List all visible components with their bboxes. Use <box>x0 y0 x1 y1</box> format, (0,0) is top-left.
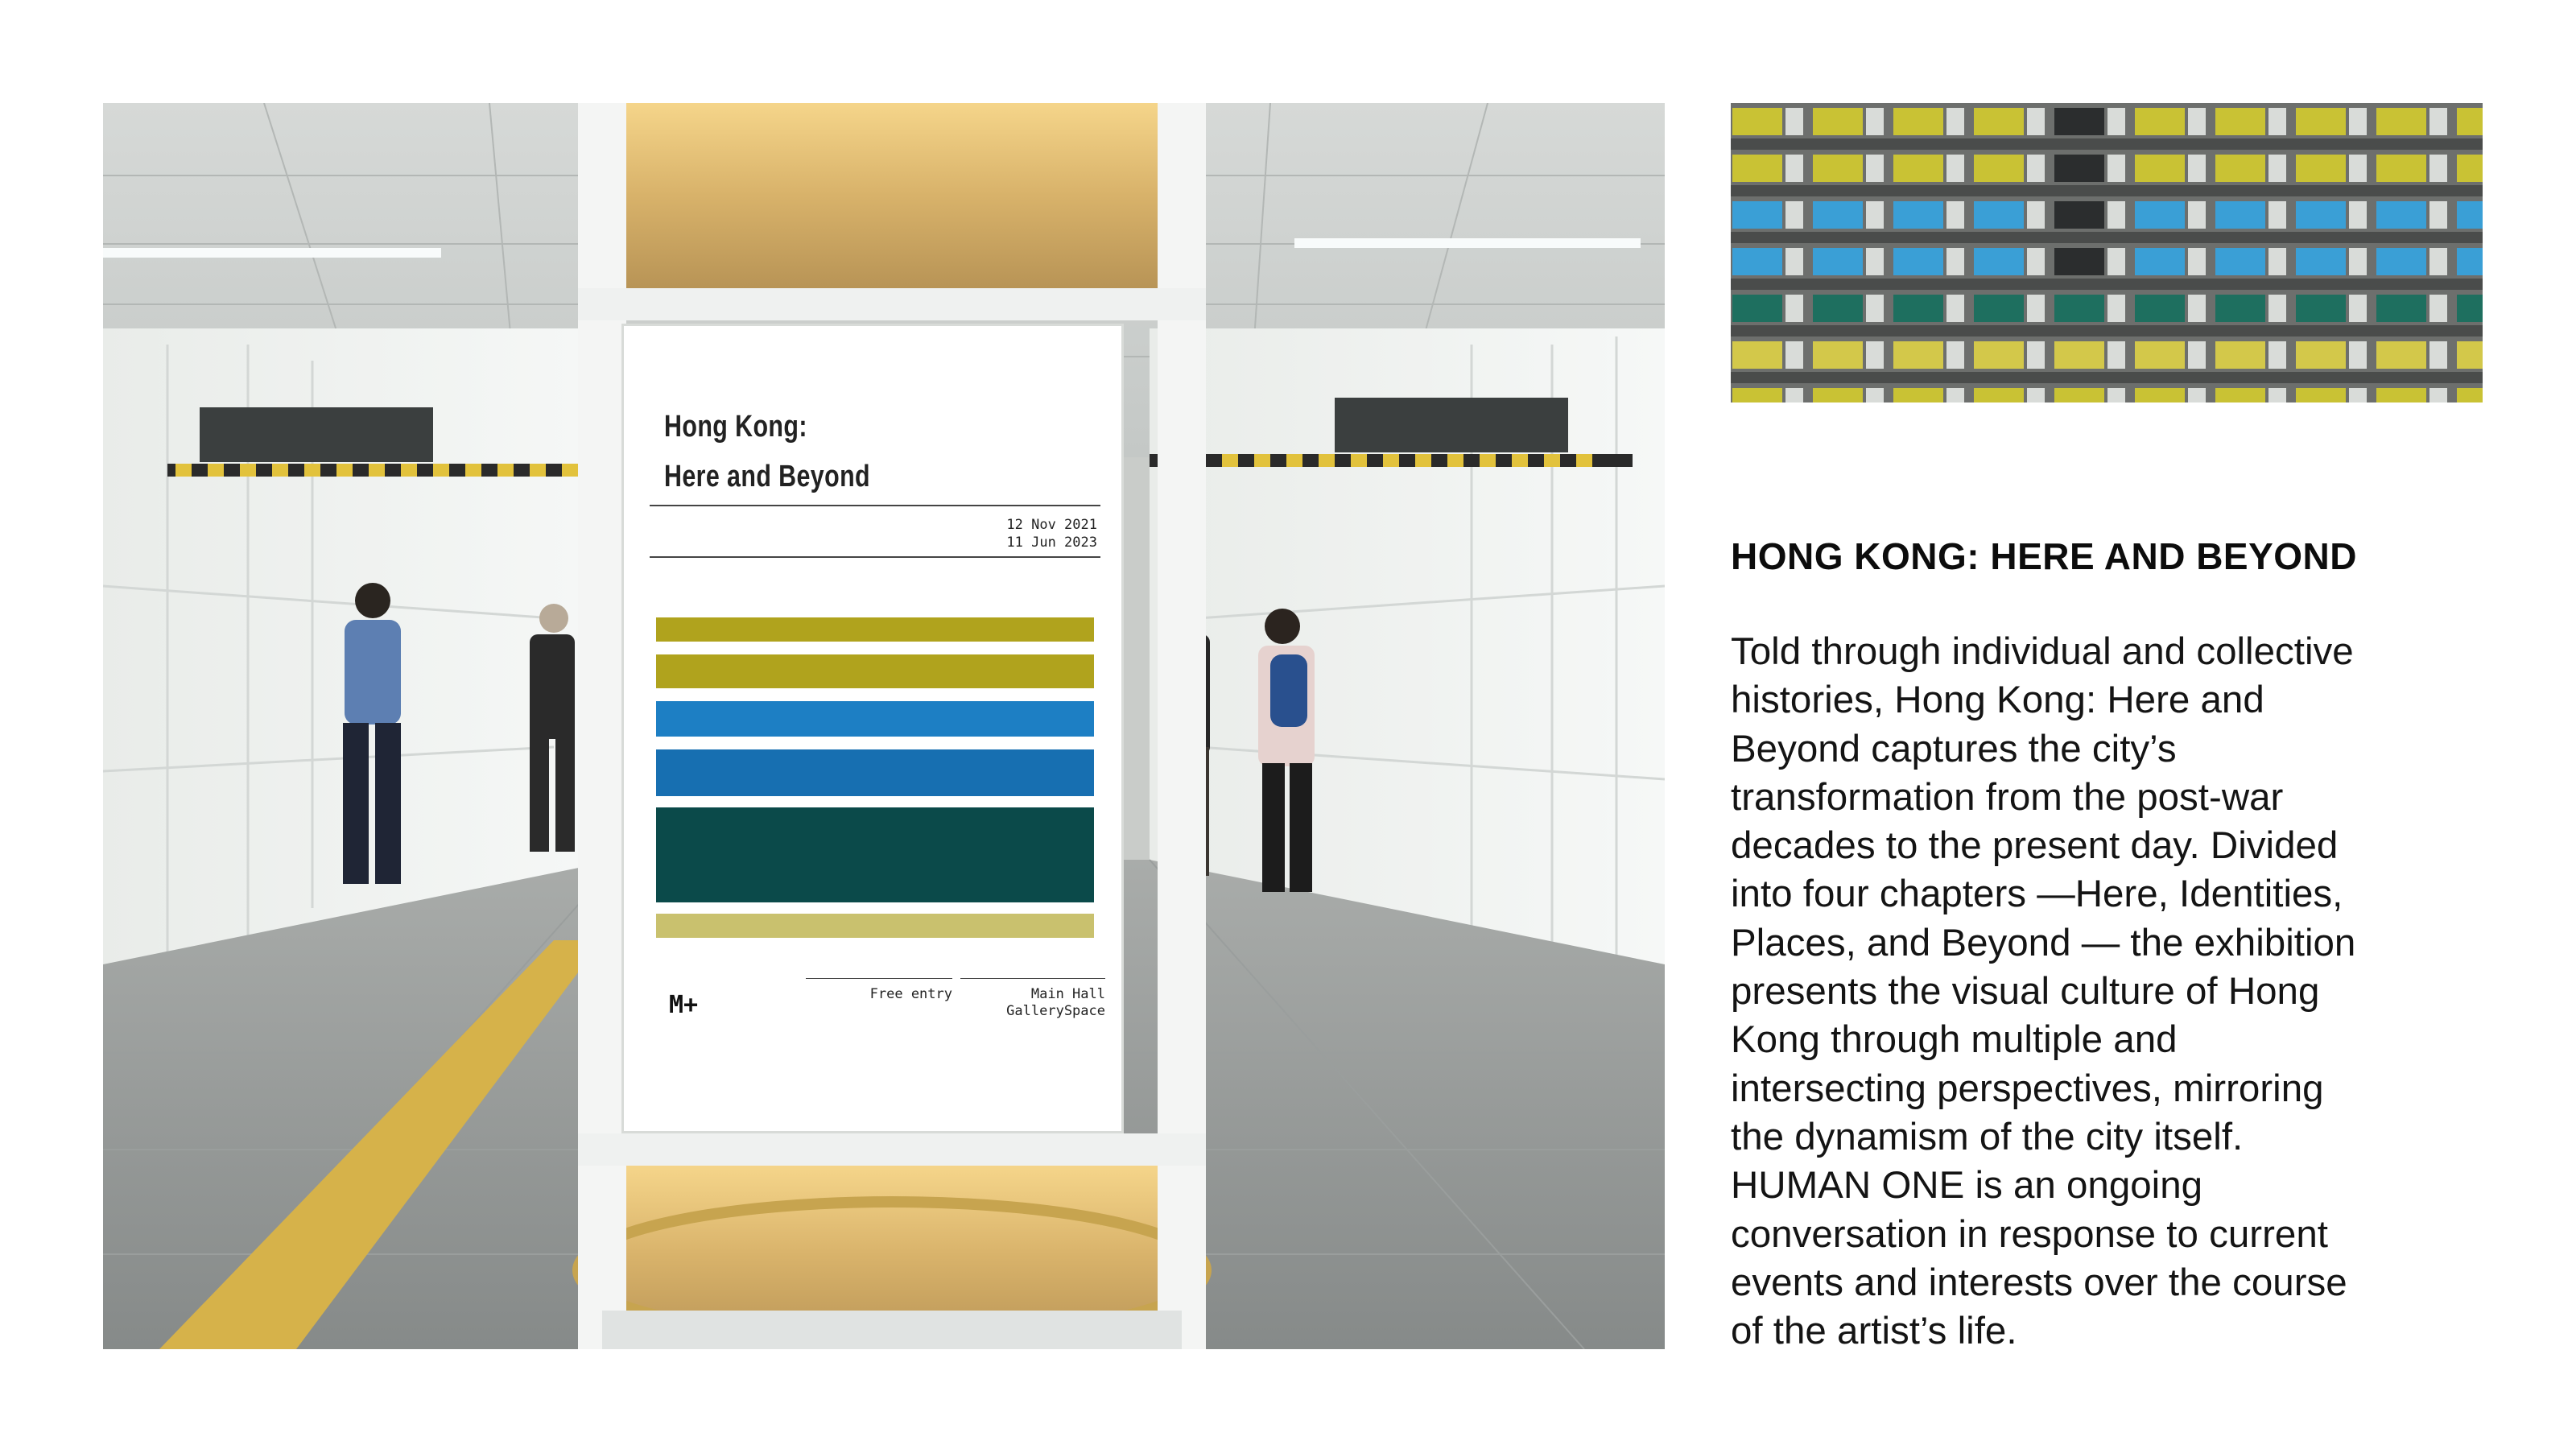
facade-window <box>2027 108 2045 135</box>
facade-ledge <box>2368 138 2449 150</box>
facade-ledge <box>2127 372 2207 383</box>
facade-window <box>1946 388 1964 402</box>
facade-window <box>1946 155 1964 182</box>
article-body-line: conversation in response to current <box>1731 1212 2328 1256</box>
facade-window <box>2268 295 2286 322</box>
facade-panel <box>1813 341 1863 369</box>
poster-title <box>664 402 870 502</box>
article-body-line: into four chapters —Here, Identities, <box>1731 873 2343 916</box>
facade-ledge <box>2288 325 2368 336</box>
facade-panel <box>2135 248 2185 275</box>
article-body-line: events and interests over the course <box>1731 1261 2347 1304</box>
facade-ledge <box>2288 279 2368 290</box>
facade-ledge <box>2207 372 2288 383</box>
facade-ledge <box>1966 325 2046 336</box>
facade-window <box>2027 388 2045 402</box>
facade-window <box>1785 155 1803 182</box>
facade-panel <box>2457 295 2483 322</box>
facade-panel <box>1893 295 1943 322</box>
facade-panel <box>2135 295 2185 322</box>
facade-panel <box>2054 108 2104 135</box>
facade-ledge <box>2127 232 2207 243</box>
exhibition-poster <box>621 324 1124 1133</box>
facade-window <box>2268 201 2286 229</box>
facade-panel <box>2296 155 2346 182</box>
facade-ledge <box>1805 232 1885 243</box>
poster-dates <box>1006 516 1097 551</box>
facade-window <box>2188 108 2206 135</box>
facade-ledge <box>2449 138 2483 150</box>
facade-ledge <box>2288 185 2368 196</box>
facade-window <box>2429 295 2447 322</box>
facade-panel <box>2296 248 2346 275</box>
facade-panel <box>2376 388 2426 402</box>
facade-ledge <box>1731 185 1805 196</box>
poster-entry-rule <box>806 978 952 979</box>
facade-panel <box>1732 341 1782 369</box>
facade-window <box>2107 388 2125 402</box>
facade-panel <box>2135 108 2185 135</box>
facade-ledge <box>2449 232 2483 243</box>
facade-panel <box>2376 295 2426 322</box>
facade-panel <box>1893 341 1943 369</box>
facade-panel <box>1974 155 2024 182</box>
facade-window <box>2188 155 2206 182</box>
facade-window <box>2268 341 2286 369</box>
facade-window <box>1866 341 1884 369</box>
facade-panel <box>1813 201 1863 229</box>
facade-panel <box>1893 155 1943 182</box>
facade-ledge <box>2046 325 2127 336</box>
poster-date-end: 11 Jun 2023 <box>1006 535 1097 551</box>
facade-ledge <box>2046 372 2127 383</box>
facade-window <box>2188 248 2206 275</box>
facade-panel <box>1813 108 1863 135</box>
facade-panel <box>2215 341 2265 369</box>
facade-ledge <box>2207 185 2288 196</box>
facade-window <box>2349 155 2367 182</box>
facade-window <box>2188 341 2206 369</box>
facade-window <box>2027 341 2045 369</box>
article-body-line: of the artist’s life. <box>1731 1310 2017 1353</box>
facade-window <box>2349 388 2367 402</box>
facade-window <box>2268 248 2286 275</box>
facade-panel <box>2376 248 2426 275</box>
facade-window <box>2188 295 2206 322</box>
facade-panel <box>1732 201 1782 229</box>
facade-window <box>2188 201 2206 229</box>
facade-ledge <box>1966 138 2046 150</box>
facade-window <box>2027 155 2045 182</box>
facade-window <box>2268 155 2286 182</box>
facade-window <box>1946 108 1964 135</box>
facade-panel <box>1974 201 2024 229</box>
poster-stripe-6 <box>656 914 1094 938</box>
facade-window <box>2349 201 2367 229</box>
facade-panel <box>2215 295 2265 322</box>
facade-panel <box>2296 341 2346 369</box>
facade-window <box>1785 295 1803 322</box>
facade-panel <box>2376 201 2426 229</box>
facade-window <box>2107 201 2125 229</box>
facade-ledge <box>1805 185 1885 196</box>
facade-ledge <box>2449 372 2483 383</box>
facade-ledge <box>1731 279 1805 290</box>
facade-window <box>2027 295 2045 322</box>
facade-panel <box>2054 155 2104 182</box>
facade-panel <box>2215 108 2265 135</box>
facade-window <box>2188 388 2206 402</box>
facade-window <box>2429 388 2447 402</box>
facade-ledge <box>1731 138 1805 150</box>
facade-ledge <box>2127 138 2207 150</box>
facade-ledge <box>2207 232 2288 243</box>
facade-panel <box>1813 155 1863 182</box>
facade-window <box>2429 341 2447 369</box>
facade-ledge <box>1885 325 1966 336</box>
facade-ledge <box>2046 185 2127 196</box>
facade-ledge <box>2046 279 2127 290</box>
facade-window <box>1946 341 1964 369</box>
facade-panel <box>1732 108 1782 135</box>
facade-panel <box>2135 388 2185 402</box>
article-body-line: histories, Hong Kong: Here and <box>1731 679 2264 722</box>
facade-panel <box>2457 388 2483 402</box>
facade-ledge <box>2368 279 2449 290</box>
facade-window <box>2027 201 2045 229</box>
poster-entry: Free entry <box>869 986 952 1002</box>
facade-ledge <box>1966 185 2046 196</box>
facade-ledge <box>2368 232 2449 243</box>
poster-date-start: 12 Nov 2021 <box>1006 517 1097 533</box>
facade-window <box>2027 248 2045 275</box>
facade-ledge <box>1885 279 1966 290</box>
facade-window <box>1785 201 1803 229</box>
facade-ledge <box>2046 232 2127 243</box>
facade-panel <box>2215 388 2265 402</box>
facade-window <box>2349 248 2367 275</box>
article-body-line: the dynamism of the city itself. <box>1731 1115 2244 1158</box>
facade-window <box>2107 155 2125 182</box>
apartment-facade-illustration <box>1731 103 2483 402</box>
facade-ledge <box>2368 325 2449 336</box>
facade-window <box>2429 108 2447 135</box>
facade-ledge <box>2368 372 2449 383</box>
facade-ledge <box>1731 232 1805 243</box>
facade-window <box>1785 388 1803 402</box>
article-heading: HONG KONG: HERE AND BEYOND <box>1731 535 2357 577</box>
facade-window <box>2107 108 2125 135</box>
facade-panel <box>2215 155 2265 182</box>
facade-panel <box>1732 388 1782 402</box>
facade-ledge <box>1966 232 2046 243</box>
facade-window <box>2349 341 2367 369</box>
facade-window <box>1946 248 1964 275</box>
facade-panel <box>1813 295 1863 322</box>
facade-window <box>1866 295 1884 322</box>
facade-ledge <box>1885 232 1966 243</box>
facade-ledge <box>2127 279 2207 290</box>
facade-panel <box>2054 388 2104 402</box>
facade-panel <box>1893 108 1943 135</box>
facade-panel <box>2376 108 2426 135</box>
facade-panel <box>2135 341 2185 369</box>
facade-window <box>2268 388 2286 402</box>
facade-panel <box>2457 108 2483 135</box>
facade-ledge <box>2046 138 2127 150</box>
facade-ledge <box>2368 185 2449 196</box>
facade-window <box>2107 341 2125 369</box>
poster-stripe-3 <box>656 701 1094 737</box>
facade-panel <box>2376 341 2426 369</box>
m-plus-logo: M+ <box>669 991 699 1019</box>
poster-stripe-2 <box>656 654 1094 688</box>
facade-ledge <box>2449 325 2483 336</box>
article-body-line: transformation from the post-war <box>1731 775 2284 819</box>
subway-corridor-photo <box>103 103 1665 1349</box>
facade-panel <box>1813 248 1863 275</box>
facade-panel <box>2215 201 2265 229</box>
poster-title-line-2: Here and Beyond <box>664 460 871 493</box>
poster-venue <box>960 986 1105 1020</box>
facade-panel <box>2054 295 2104 322</box>
facade-ledge <box>1731 325 1805 336</box>
facade-panel <box>1893 248 1943 275</box>
facade-panel <box>1732 155 1782 182</box>
facade-panel <box>2054 248 2104 275</box>
facade-window <box>1866 388 1884 402</box>
facade-ledge <box>2288 372 2368 383</box>
poster-date-rule <box>650 556 1100 558</box>
facade-panel <box>2457 155 2483 182</box>
poster-stripe-4 <box>656 749 1094 796</box>
facade-panel <box>2135 155 2185 182</box>
facade-ledge <box>2449 185 2483 196</box>
poster-venue-rule <box>960 978 1105 979</box>
facade-ledge <box>1805 279 1885 290</box>
facade-ledge <box>2207 279 2288 290</box>
facade-window <box>1866 248 1884 275</box>
facade-ledge <box>1966 372 2046 383</box>
facade-ledge <box>2207 325 2288 336</box>
facade-panel <box>1974 248 2024 275</box>
facade-window <box>2349 108 2367 135</box>
article-body-line: Kong through multiple and <box>1731 1018 2178 1062</box>
article-body-line: Told through individual and collective <box>1731 630 2354 673</box>
facade-ledge <box>1885 372 1966 383</box>
facade-ledge <box>2207 138 2288 150</box>
article-body-line: intersecting perspectives, mirroring <box>1731 1067 2324 1110</box>
facade-panel <box>2296 388 2346 402</box>
facade-panel <box>2457 201 2483 229</box>
facade-window <box>2429 248 2447 275</box>
poster-top-rule <box>650 505 1100 506</box>
facade-panel <box>2215 248 2265 275</box>
facade-panel <box>2296 108 2346 135</box>
facade-panel <box>1974 388 2024 402</box>
poster-venue-line-2: GallerySpace <box>1006 1003 1105 1019</box>
article-body <box>1731 628 2504 1356</box>
facade-ledge <box>2288 232 2368 243</box>
facade-ledge <box>1885 185 1966 196</box>
facade-window <box>1866 108 1884 135</box>
facade-panel <box>2296 201 2346 229</box>
article-body-line: HUMAN ONE is an ongoing <box>1731 1164 2203 1208</box>
facade-window <box>1785 108 1803 135</box>
facade-ledge <box>1731 372 1805 383</box>
facade-window <box>1866 155 1884 182</box>
article-body-line: decades to the present day. Divided <box>1731 824 2339 868</box>
facade-panel <box>2296 295 2346 322</box>
facade-ledge <box>1805 325 1885 336</box>
facade-panel <box>1732 295 1782 322</box>
facade-window <box>2107 248 2125 275</box>
article-body-line: Beyond captures the city’s <box>1731 727 2177 770</box>
article-body-line: presents the visual culture of Hong <box>1731 970 2320 1013</box>
facade-window <box>1946 295 1964 322</box>
poster-stripe-5 <box>656 807 1094 902</box>
facade-panel <box>1974 295 2024 322</box>
facade-window <box>2429 201 2447 229</box>
facade-ledge <box>2288 138 2368 150</box>
facade-panel <box>1974 341 2024 369</box>
facade-window <box>1785 341 1803 369</box>
facade-panel <box>2376 155 2426 182</box>
facade-window <box>1785 248 1803 275</box>
facade-window <box>2107 295 2125 322</box>
facade-window <box>1866 201 1884 229</box>
apartment-facade-photo <box>1731 103 2483 402</box>
facade-panel <box>1732 248 1782 275</box>
facade-ledge <box>2449 279 2483 290</box>
facade-window <box>2349 295 2367 322</box>
facade-window <box>2429 155 2447 182</box>
facade-panel <box>1893 388 1943 402</box>
poster-stripe-1 <box>656 617 1094 642</box>
article-body-line: Places, and Beyond — the exhibition <box>1731 921 2356 964</box>
facade-ledge <box>1805 138 1885 150</box>
facade-panel <box>2054 201 2104 229</box>
facade-panel <box>2135 201 2185 229</box>
facade-window <box>1946 201 1964 229</box>
facade-panel <box>2457 248 2483 275</box>
facade-ledge <box>2127 325 2207 336</box>
poster-title-line-1: Hong Kong: <box>664 410 807 444</box>
facade-ledge <box>2127 185 2207 196</box>
facade-panel <box>2054 341 2104 369</box>
facade-ledge <box>1805 372 1885 383</box>
facade-panel <box>1974 108 2024 135</box>
facade-ledge <box>1966 279 2046 290</box>
facade-ledge <box>1885 138 1966 150</box>
facade-window <box>2268 108 2286 135</box>
facade-panel <box>1813 388 1863 402</box>
poster-venue-line-1: Main Hall <box>1030 986 1105 1002</box>
facade-panel <box>1893 201 1943 229</box>
facade-panel <box>2457 341 2483 369</box>
